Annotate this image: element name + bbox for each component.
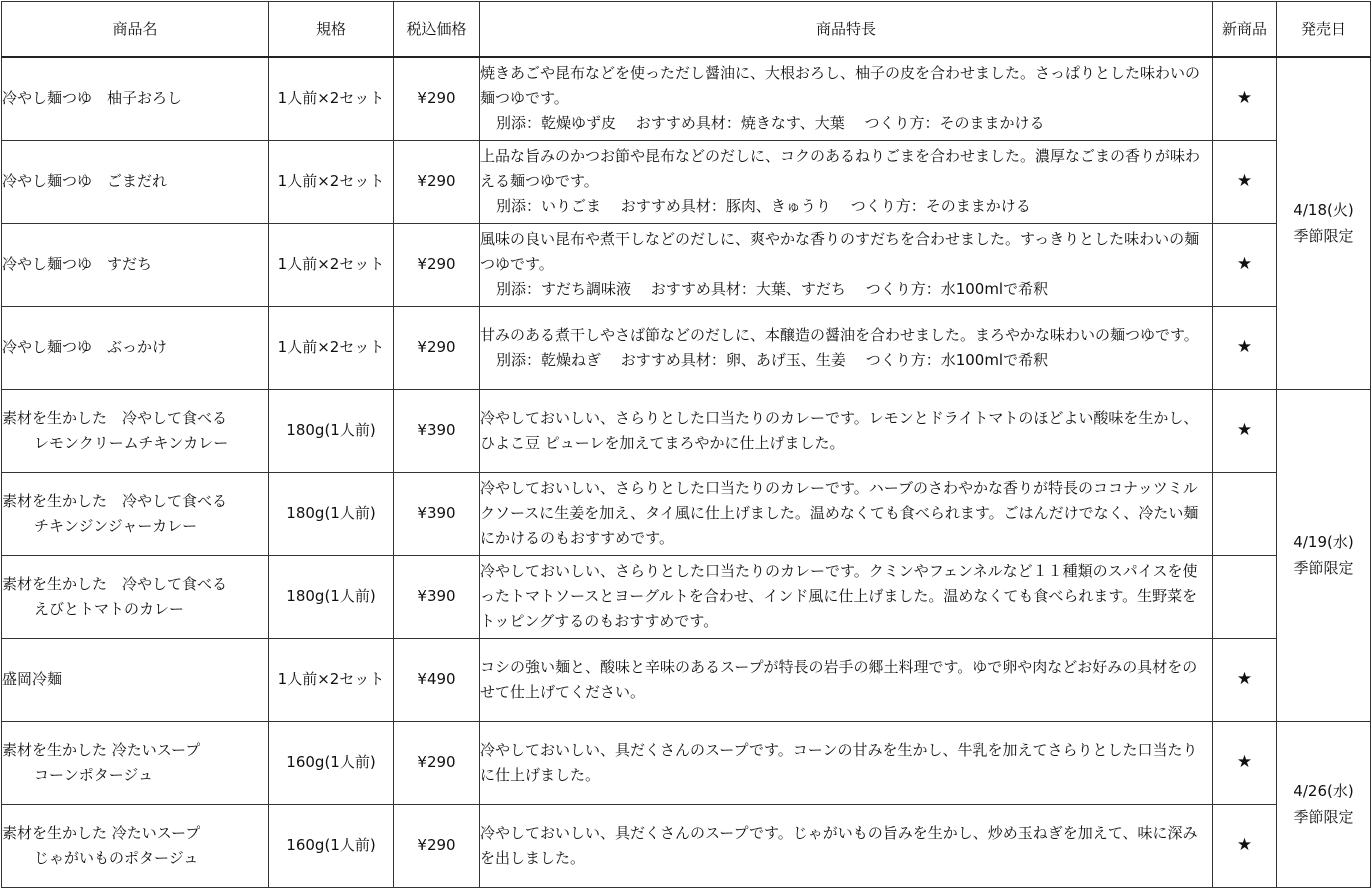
product-name-line1: 素材を生かした 冷やして食べる (2, 408, 228, 427)
product-name-line2: コーンポタージュ (34, 765, 154, 784)
product-name-line2: レモンクリームチキンカレー (34, 433, 229, 452)
release-date: 4/26(水) (1293, 782, 1354, 800)
feature-sub: 別添：乾燥ゆず皮 おすすめ具材：焼きなす、大葉 つくり方：そのままかける (496, 114, 1045, 133)
product-feature (480, 223, 1213, 306)
product-feature (480, 472, 1213, 555)
product-price: ¥290 (394, 57, 480, 140)
feature-text: 冷やしておいしい、さらりとした口当たりのカレーです。レモンとドライトマトのほどよい酸味を生かし、ひよこ豆 ピューレを加えてまろやかに仕上げました。 (480, 408, 1199, 452)
table-row (2, 389, 1371, 472)
header-feature: 商品特長 (480, 2, 1213, 58)
product-feature (480, 389, 1213, 472)
product-size: 1人前×2セット (269, 57, 394, 140)
product-size: 1人前×2セット (269, 306, 394, 389)
product-price: ¥390 (394, 555, 480, 638)
release-label: 季節限定 (1293, 227, 1354, 246)
feature-text: 上品な旨みのかつお節や昆布などのだしに、コクのあるねりごまを合わせました。濃厚なごまの香りが味わえる麺つゆです。 (480, 147, 1201, 190)
product-feature (480, 57, 1213, 140)
product-name (2, 472, 269, 555)
product-feature (480, 638, 1213, 721)
product-name-line2: チキンジンジャーカレー (34, 516, 198, 535)
feature-text: コシの強い麺と、酸味と辛味のあるスープが特長の岩手の郷土料理です。ゆで卵や肉などお好みの具材をのせて仕上げてください。 (480, 657, 1198, 701)
feature-text: 冷やしておいしい、さらりとした口当たりのカレーです。クミンやフェンネルなど１１種類のスパイスを使ったトマトソースとヨーグルトを合わせ、インド風に仕上げました。温めなくても食べられます。生野菜をトッピングするのもおすすめです。 (480, 562, 1198, 630)
release-date: 4/18(火) (1293, 201, 1354, 220)
feature-text: 焼きあごや昆布などを使っただし醤油に、大根おろし、柚子の皮を合わせました。さっぱりとした味わいの麺つゆです。 (480, 64, 1201, 108)
product-price: ¥290 (394, 140, 480, 223)
table-row (2, 223, 1371, 306)
new-product-star: ★ (1213, 804, 1277, 887)
table-row (2, 638, 1371, 721)
feature-sub: 別添：いりごま おすすめ具材：豚肉、きゅうり つくり方：そのままかける (496, 197, 1031, 215)
header-row (2, 2, 1371, 58)
release-label: 季節限定 (1293, 808, 1354, 826)
product-name (2, 389, 269, 472)
feature-text: 甘みのある煮干しやさば節などのだしに、本醸造の醤油を合わせました。まろやかな味わいの麺つゆです。 (480, 325, 1199, 344)
header-size: 規格 (269, 2, 394, 58)
new-product-star: ★ (1213, 57, 1277, 140)
feature-text: 風味の良い昆布や煮干しなどのだしに、爽やかな香りのすだちを合わせました。すっきりとした味わいの麺つゆです。 (480, 230, 1200, 273)
header-new-product: 新商品 (1213, 2, 1277, 58)
new-product-star: ★ (1213, 140, 1277, 223)
product-price: ¥290 (394, 804, 480, 887)
new-product-star (1213, 555, 1277, 638)
product-size: 1人前×2セット (269, 638, 394, 721)
product-feature (480, 721, 1213, 804)
new-product-star: ★ (1213, 721, 1277, 804)
product-name-line1: 素材を生かした 冷やして食べる (2, 491, 228, 510)
table-row (2, 472, 1371, 555)
release-date-cell (1277, 721, 1371, 887)
header-price: 税込価格 (394, 2, 480, 58)
product-name (2, 555, 269, 638)
product-name-line1: 素材を生かした 冷たいスープ (2, 823, 201, 842)
product-name-line1: 素材を生かした 冷やして食べる (2, 574, 228, 593)
product-name-line1: 冷やし麺つゆ すだち (2, 255, 153, 273)
product-name (2, 140, 269, 223)
product-name (2, 804, 269, 887)
feature-text: 冷やしておいしい、具だくさんのスープです。コーンの甘みを生かし、牛乳を加えてさらりとした口当たりに仕上げました。 (480, 740, 1198, 784)
product-feature (480, 306, 1213, 389)
new-product-star: ★ (1213, 306, 1277, 389)
product-name-line1: 冷やし麺つゆ ごまだれ (2, 172, 168, 190)
new-product-star: ★ (1213, 389, 1277, 472)
product-name (2, 223, 269, 306)
table-row (2, 140, 1371, 223)
product-price: ¥290 (394, 223, 480, 306)
product-name (2, 306, 269, 389)
product-price: ¥390 (394, 472, 480, 555)
product-size: 1人前×2セット (269, 223, 394, 306)
product-feature (480, 804, 1213, 887)
product-name (2, 638, 269, 721)
release-date-cell (1277, 57, 1371, 389)
product-price: ¥290 (394, 306, 480, 389)
product-name-line1: 盛岡冷麺 (2, 670, 63, 688)
header-release-date: 発売日 (1277, 2, 1371, 58)
product-size: 1人前×2セット (269, 140, 394, 223)
table-row (2, 721, 1371, 804)
header-product-name: 商品名 (2, 2, 269, 58)
release-date-cell (1277, 389, 1371, 721)
product-price: ¥390 (394, 389, 480, 472)
new-product-star (1213, 472, 1277, 555)
table-row (2, 306, 1371, 389)
product-name (2, 721, 269, 804)
feature-sub: 別添：乾燥ねぎ おすすめ具材：卵、あげ玉、生姜 つくり方：水100mlで希釈 (496, 350, 1049, 369)
product-size: 180g(1人前) (269, 472, 394, 555)
table-row (2, 57, 1371, 140)
product-size: 180g(1人前) (269, 389, 394, 472)
new-product-star: ★ (1213, 638, 1277, 721)
product-name-line2: えびとトマトのカレー (34, 599, 185, 618)
feature-sub: 別添：すだち調味液 おすすめ具材：大葉、すだち つくり方：水100mlで希釈 (496, 280, 1049, 298)
release-date: 4/19(水) (1293, 533, 1354, 551)
table-row (2, 804, 1371, 887)
product-feature (480, 555, 1213, 638)
table-row (2, 555, 1371, 638)
release-label: 季節限定 (1293, 559, 1354, 577)
feature-text: 冷やしておいしい、さらりとした口当たりのカレーです。ハーブのさわやかな香りが特長のココナッツミルクソースに生姜を加え、タイ風に仕上げました。温めなくても食べられます。ごはんだけでなく、冷たい麺にかけるのもおすすめです。 (480, 479, 1199, 547)
product-size: 160g(1人前) (269, 804, 394, 887)
product-name-line2: じゃがいものポタージュ (34, 848, 199, 867)
product-name-line1: 冷やし麺つゆ 柚子おろし (2, 89, 183, 108)
product-name-line1: 素材を生かした 冷たいスープ (2, 740, 201, 759)
feature-text: 冷やしておいしい、具だくさんのスープです。じゃがいもの旨みを生かし、炒め玉ねぎを加えて、味に深みを出しました。 (480, 823, 1198, 867)
product-name (2, 57, 269, 140)
product-price: ¥290 (394, 721, 480, 804)
product-name-line1: 冷やし麺つゆ ぶっかけ (2, 338, 168, 356)
product-size: 180g(1人前) (269, 555, 394, 638)
product-price: ¥490 (394, 638, 480, 721)
product-size: 160g(1人前) (269, 721, 394, 804)
new-product-star: ★ (1213, 223, 1277, 306)
product-table (1, 1, 1371, 888)
product-feature (480, 140, 1213, 223)
